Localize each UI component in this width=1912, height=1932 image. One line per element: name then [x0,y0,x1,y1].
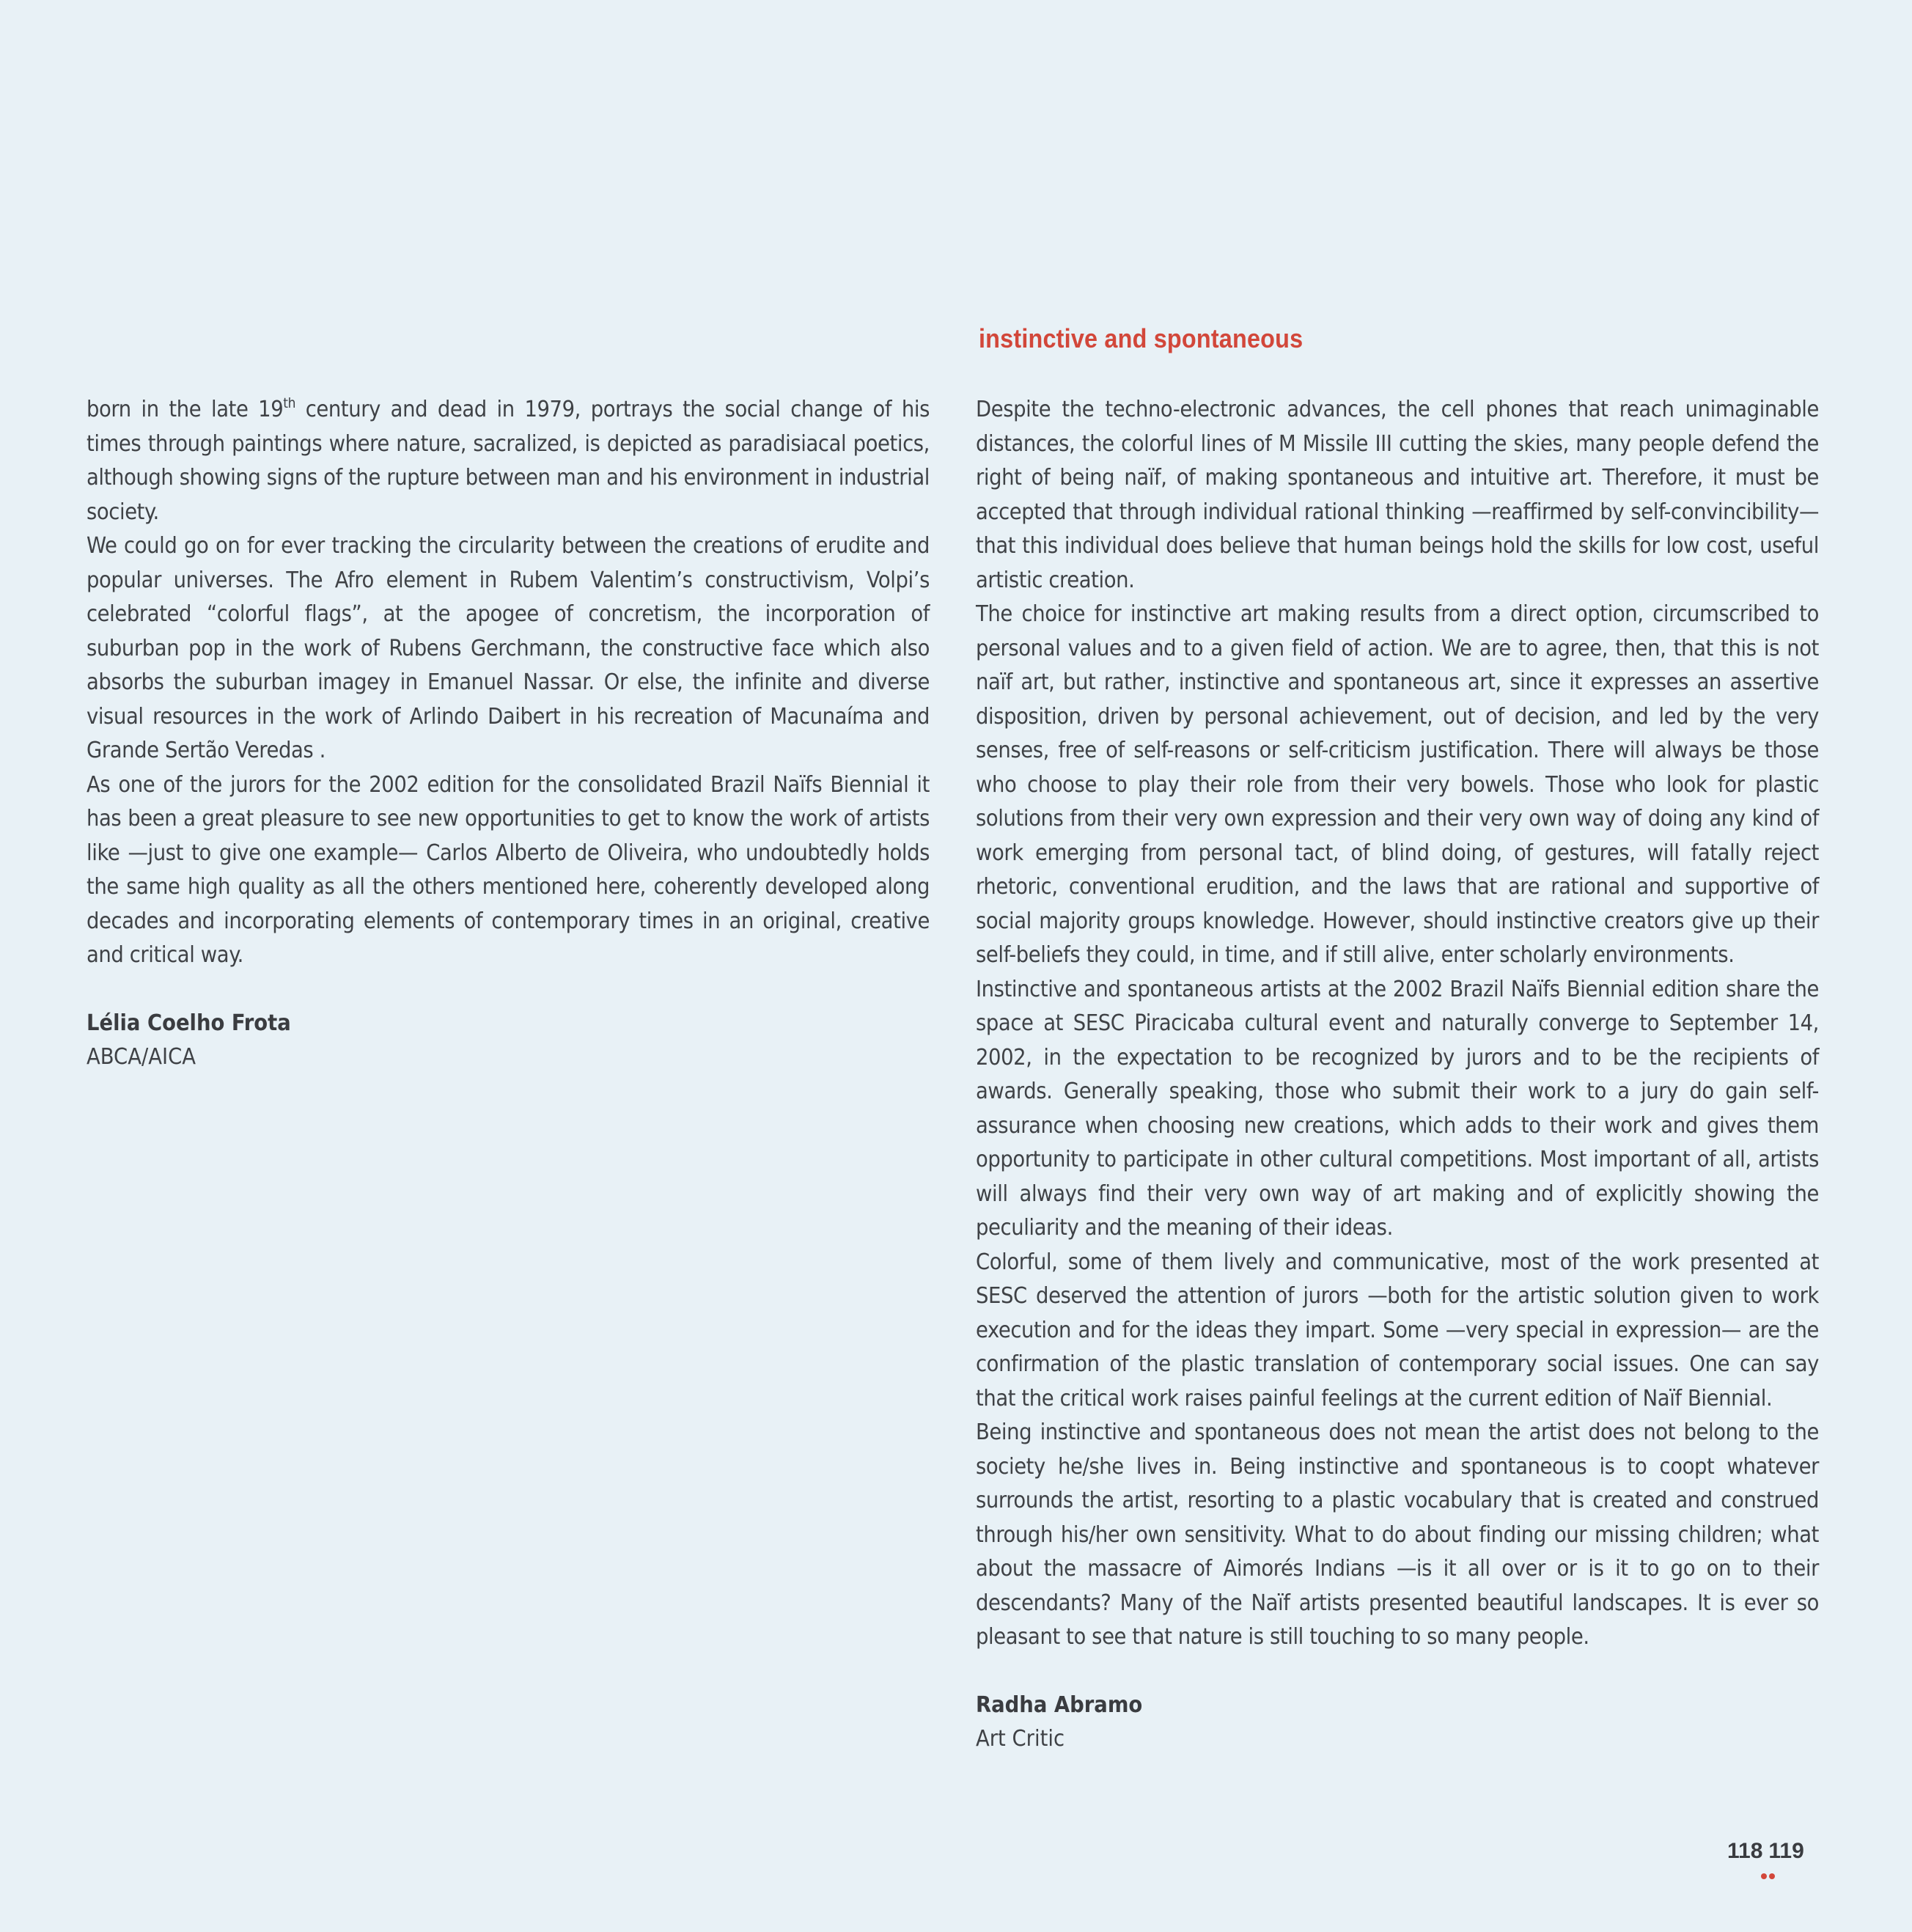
right-paragraph-4: Colorful, some of them lively and communicative, most of the work presented at SESC deserved the attention of jurors —both for the artistic solution given to work execution and for the ideas they impart. Some —very special in expression— are the confirmation of the plastic translation of contemporary social issues. One can say that the critical work raises painful feelings at the current edition of Naïf Biennial. [976,1249,1819,1411]
page-numbers [1727,1839,1804,1864]
left-paragraph-2: We could go on for ever tracking the circularity between the creations of erudite and popular universes. The Afro element in Rubem Valentim’s constructivism, Volpi’s celebrated “colorful flags”, at the apogee of concretism, the incorporation of suburban pop in the work of Rubens Gerchmann, the constructive face which also absorbs the suburban imagey in Emanuel Nassar. Or else, the infinite and diverse visual resources in the work of Arlindo Daibert in his recreation of Macunaíma and Grande Sertão Veredas . [87,533,930,763]
ordinal-superscript: th [283,395,296,411]
left-paragraph-1-start: born in the late 19 [87,397,284,422]
page-number-right: 119 [1768,1839,1804,1863]
right-signature [976,1689,1819,1756]
accent-dot-icon [1769,1873,1775,1879]
right-paragraph-3: Instinctive and spontaneous artists at the 2002 Brazil Naïfs Biennial edition share the space at SESC Piracicaba cultural event and naturally converge to September 14, 2002, in the expectation to be recognized by jurors and to be the recipients of awards. Generally speaking, those who submit their work to a jury do gain self-assurance when choosing new creations, which adds to their work and gives them opportunity to participate in other cultural competitions. Most important of all, artists will always find their very own way of art making and of explicitly showing the peculiarity and the meaning of their ideas. [976,976,1819,1241]
right-paragraph-1: Despite the techno-electronic advances, the cell phones that reach unimaginable distances, the colorful lines of M Missile III cutting the skies, many people defend the right of being naïf, of making spontaneous and intuitive art. Therefore, it must be accepted that through individual rational thinking —reaffirmed by self-convincibility— that this individual does believe that human beings hold the skills for low cost, useful artistic creation. [976,397,1819,593]
section-title: instinctive and spontaneous [979,323,1304,353]
left-paragraph-1 [87,393,930,529]
right-author-name: Radha Abramo [976,1692,1143,1718]
left-author-name: Lélia Coelho Frota [87,1010,291,1036]
page-number-dots [1761,1868,1777,1882]
right-paragraph-2: The choice for instinctive art making results from a direct option, circumscribed to personal values and to a given field of action. We are to agree, then, that this is not naïf art, but rather, instinctive and spontaneous art, since it expresses an assertive disposition, driven by personal achievement, out of decision, and led by the very senses, free of self-reasons or self-criticism justification. There will always be those who choose to play their role from their very bowels. Those who look for plastic solutions from their very own expression and their very own way of doing any kind of work emerging from personal tact, of blind doing, of gestures, will fatally reject rhetoric, conventional erudition, and the laws that are rational and supportive of social majority groups knowledge. However, should instinctive creators give up their self-beliefs they could, in time, and if still alive, enter scholarly environments. [976,601,1819,968]
left-author-role: ABCA/AICA [87,1043,196,1070]
accent-dot-icon [1761,1873,1767,1879]
page-number-left: 118 [1727,1839,1763,1863]
left-paragraph-3: As one of the jurors for the 2002 edition for the consolidated Brazil Naïfs Biennial it has been a great pleasure to see new opportunities to get to know the work of artists like —just to give one example— Carlos Alberto de Oliveira, who undoubtedly holds the same high quality as all the others mentioned here, coherently developed along decades and incorporating elements of contemporary times in an original, creative and critical way. [87,771,930,968]
right-paragraph-5: Being instinctive and spontaneous does not mean the artist does not belong to the society he/she lives in. Being instinctive and spontaneous is to coopt whatever surrounds the artist, resorting to a plastic vocabulary that is created and construed through his/her own sensitivity. What to do about finding our missing children; what about the massacre of Aimorés Indians —is it all over or is it to go on to their descendants? Many of the Naïf artists presented beautiful landscapes. It is ever so pleasant to see that nature is still touching to so many people. [976,1419,1819,1650]
left-paragraph-1-rest: century and dead in 1979, portrays the social change of his times through paintings where nature, sacralized, is depicted as paradisiacal poetics, although showing signs of the rupture between man and his environment in industrial society. [87,397,930,525]
left-column [87,393,930,1074]
right-column [976,323,1819,1756]
left-signature [87,1007,930,1074]
right-author-role: Art Critic [976,1725,1065,1752]
